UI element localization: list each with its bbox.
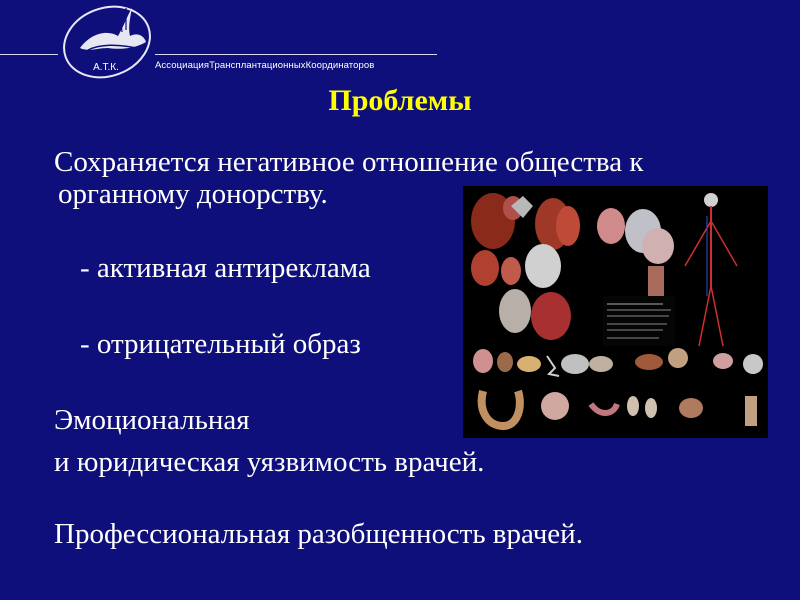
header-rule-right (155, 54, 437, 55)
organization-name: АссоциацияТрансплантационныхКоординаторов (155, 60, 375, 71)
header-rule-left (0, 54, 58, 55)
text-line-1: Сохраняется негативное отношение общества к (54, 146, 644, 178)
text-line-4: - отрицательный образ (80, 328, 361, 360)
text-line-5: Эмоциональная (54, 404, 250, 436)
atk-logo (58, 2, 156, 84)
text-line-7: Профессиональная разобщенность врачей. (54, 518, 583, 550)
text-line-2: органному донорству. (58, 178, 328, 210)
slide-title: Проблемы (328, 84, 472, 117)
text-line-3: - активная антиреклама (80, 252, 371, 284)
anatomy-organs-image (463, 186, 768, 438)
text-line-6: и юридическая уязвимость врачей. (54, 446, 485, 478)
logo-text: А.Т.К. (93, 62, 119, 73)
